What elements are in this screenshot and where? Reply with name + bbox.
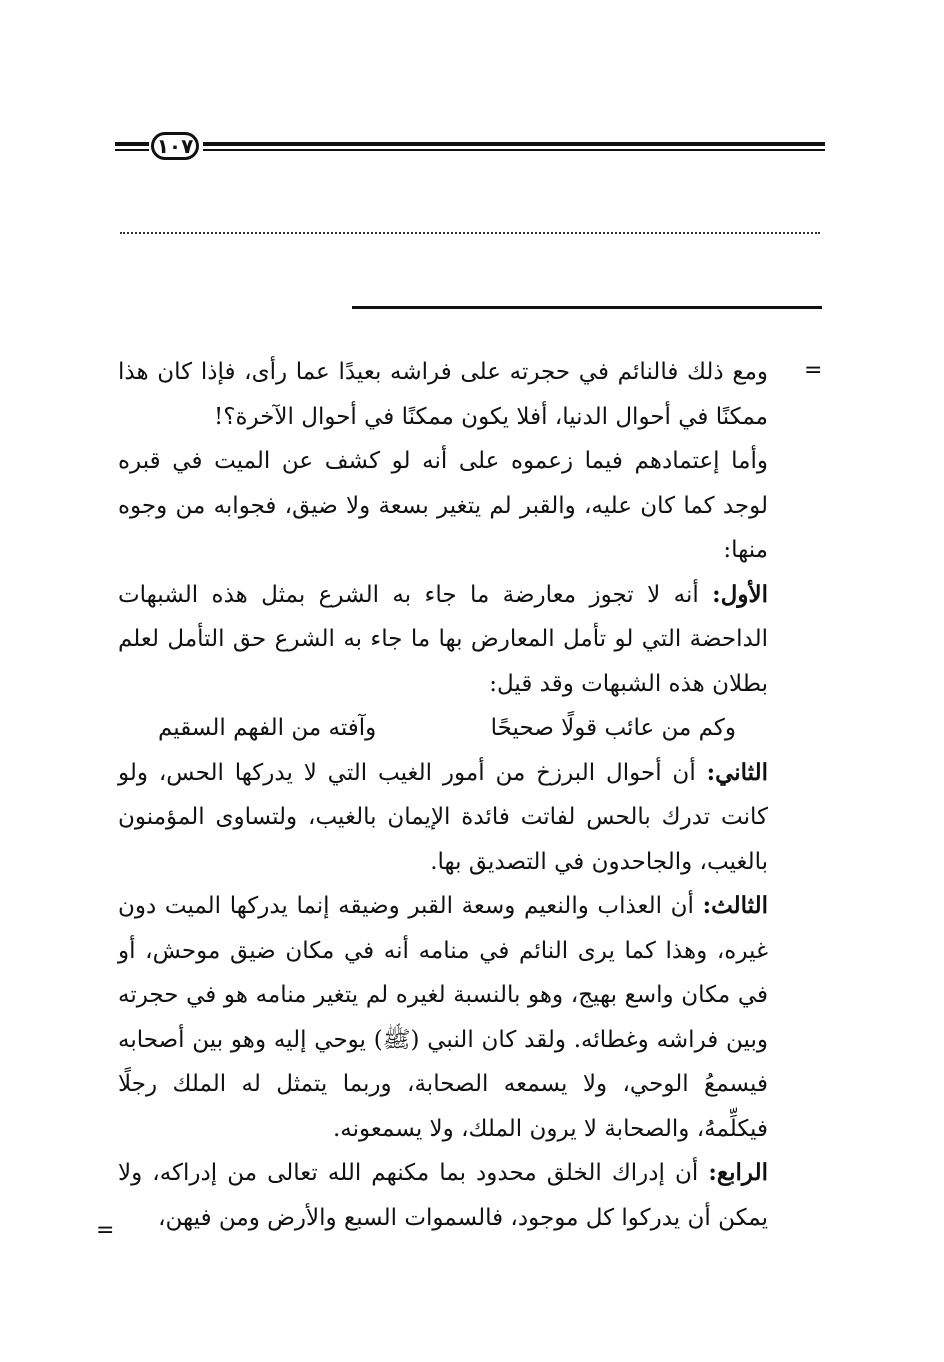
point-4-label: الرابع: — [708, 1159, 768, 1186]
point-1-label: الأول: — [712, 580, 768, 608]
header-rule-thin — [203, 149, 825, 151]
page-header — [115, 132, 825, 164]
page-number: ١٠٧ — [151, 132, 199, 160]
header-rule-left-thin — [115, 149, 149, 151]
point-2-label: الثاني: — [706, 758, 768, 786]
continuation-mark-top: = — [804, 358, 823, 383]
point-4-text: أن إدراك الخلق محدود بما مكنهم الله تعالى من إدراكه، ولا يمكن أن يدركوا كل موجود، فالسموات السبع والأرض ومن فيهن، — [118, 1160, 768, 1231]
point-1-text: أنه لا تجوز معارضة ما جاء به الشرع بمثل هذه الشبهات الداحضة التي لو تأمل المعارض بها ما جاء به الشرع حق التأمل لعلم بطلان هذه الشبهات وقد قيل: — [118, 581, 768, 697]
header-rule-left — [115, 142, 149, 146]
dotted-divider — [120, 232, 820, 234]
footnote-text — [118, 350, 768, 1240]
point-3-label: الثالث: — [702, 892, 769, 919]
verse-second-hemistich: وآفته من الفهم السقيم — [158, 715, 377, 741]
paragraph-3 — [118, 573, 768, 707]
point-2-text: أن أحوال البرزخ من أمور الغيب التي لا يدركها الحس، ولو كانت تدرك بالحس لفاتت فائدة الإيمان بالغيب، ولتساوى المؤمنون بالغيب، والجاحدون في التصديق بها. — [118, 759, 768, 875]
poetry-verse — [118, 706, 768, 751]
paragraph-6 — [118, 1151, 768, 1240]
paragraph-4 — [118, 751, 768, 885]
paragraph-5 — [118, 884, 768, 1151]
paragraph-1: ومع ذلك فالنائم في حجرته على فراشه بعيدًا عما رأى، فإذا كان هذا ممكنًا في أحوال الدنيا، أفلا يكون ممكنًا في أحوال الآخرة؟! — [118, 359, 768, 430]
verse-first-hemistich: وكم من عائب قولًا صحيحًا — [490, 715, 736, 741]
footnote-separator — [352, 306, 822, 309]
point-3-text: أن العذاب والنعيم وسعة القبر وضيقه إنما يدركها الميت دون غيره، وهذا كما يرى النائم في منامه أنه في مكان ضيق موحش، أو في مكان واسع بهيج، وهو بالنسبة لغيره لم يتغير منامه هو في حجرته وبين فراشه وغطائه. ولقد كان النبي (ﷺ) يوحي إليه وهو بين أصحابه فيسمعُ الوحي، ولا يسمعه الصحابة، وربما يتمثل له الملك رجلًا فيكلِّمهُ، والصحابة لا يرون الملك، ولا يسمعونه. — [118, 893, 768, 1142]
paragraph-2: وأما إعتمادهم فيما زعموه على أنه لو كشف عن الميت في قبره لوجد كما كان عليه، والقبر لم يتغير بسعة ولا ضيق، فجوابه من وجوه منها: — [118, 448, 768, 563]
header-rule-thick — [203, 142, 825, 146]
continuation-mark-bottom: = — [96, 1218, 115, 1243]
